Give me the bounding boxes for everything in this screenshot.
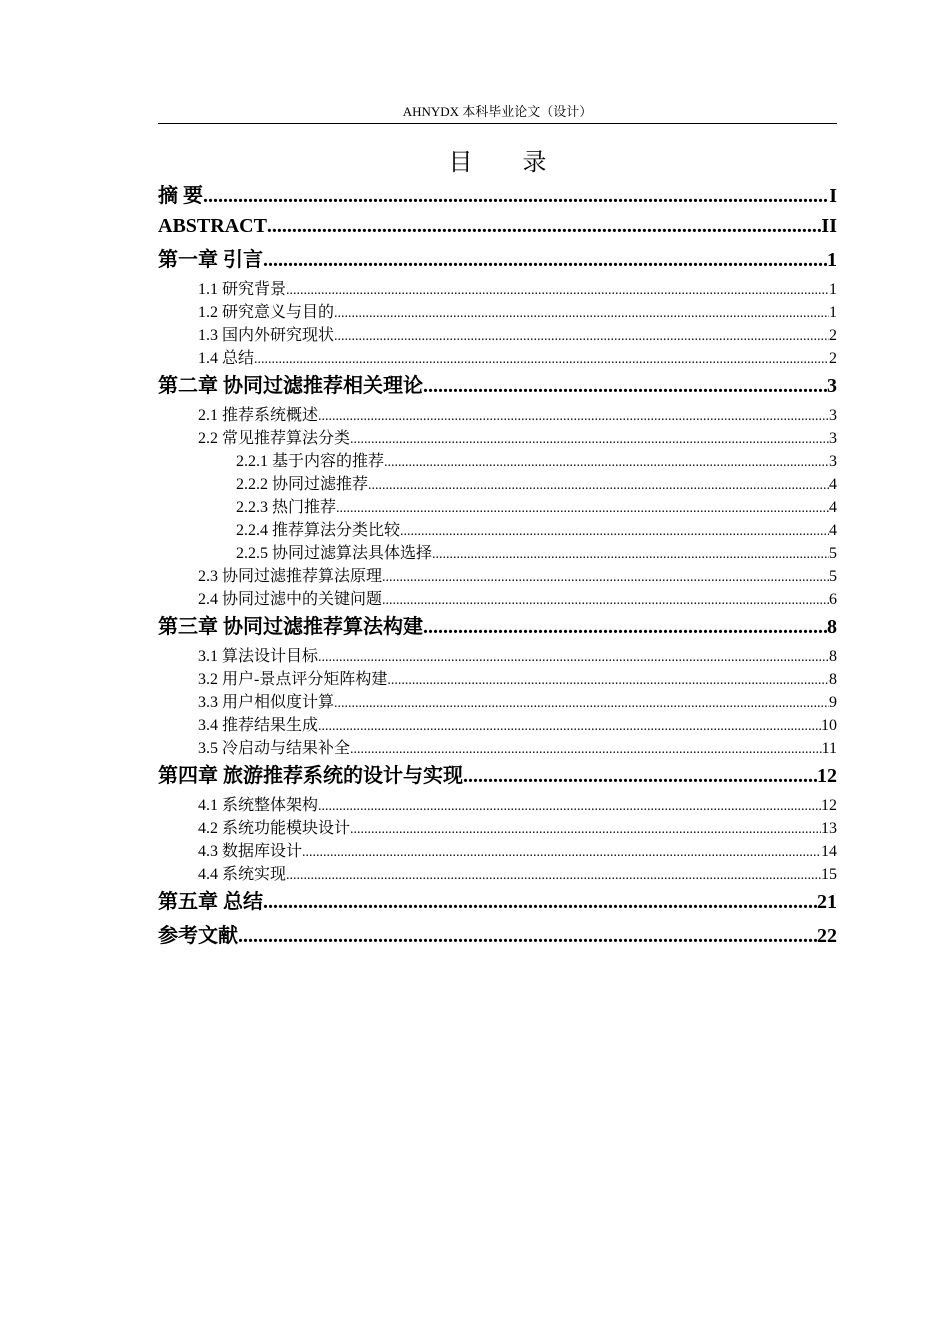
toc-entry-label: 1.4 总结	[198, 350, 255, 367]
toc-entry-page: 4	[829, 499, 837, 516]
toc-entry-page: 3	[827, 375, 837, 397]
toc-entry-label: 4.2 系统功能模块设计	[198, 820, 351, 837]
toc-dot-leader	[263, 889, 817, 915]
toc-entry-label: 3.5 冷启动与结果补全	[198, 740, 351, 757]
toc-entry-page: 1	[827, 249, 837, 271]
toc-entry-page: 8	[829, 671, 837, 688]
toc-entry[interactable]	[158, 818, 837, 841]
toc-entry-page: 11	[821, 740, 837, 757]
toc-entry-page: I	[829, 185, 837, 207]
toc-entry-page: 14	[821, 843, 837, 860]
toc-entry-label: 3.3 用户相似度计算	[198, 694, 335, 711]
toc-title: 目 录	[448, 150, 569, 176]
toc-dot-leader	[463, 763, 817, 789]
toc-dot-leader	[382, 567, 829, 588]
toc-entry-label: 3.2 用户-景点评分矩阵构建	[198, 671, 388, 688]
toc-dot-leader	[203, 183, 829, 209]
toc-entry-page: 8	[827, 616, 837, 638]
toc-entry-page: 12	[821, 797, 837, 814]
toc-entry-label: 第四章 旅游推荐系统的设计与实现	[158, 765, 463, 787]
toc-dot-leader	[238, 923, 817, 949]
toc-entry[interactable]	[158, 543, 837, 566]
toc-entry[interactable]	[158, 302, 837, 325]
toc-dot-leader	[302, 842, 821, 863]
toc-dot-leader	[400, 521, 829, 542]
toc-dot-leader	[286, 280, 829, 301]
toc-entry-page: 12	[817, 765, 837, 787]
toc-entry-page: 6	[829, 591, 837, 608]
toc-entry[interactable]	[158, 841, 837, 864]
toc-entry[interactable]	[158, 474, 837, 497]
toc-dot-leader	[254, 349, 829, 370]
toc-entry[interactable]	[158, 669, 837, 692]
toc-entry-label: 1.3 国内外研究现状	[198, 327, 335, 344]
toc-entry-page: 3	[829, 407, 837, 424]
toc-entry-label: 第三章 协同过滤推荐算法构建	[158, 616, 423, 638]
toc-entry-label: 2.2.3 热门推荐	[236, 499, 337, 516]
toc-entry-label: 1.1 研究背景	[198, 281, 287, 298]
toc-entry-page: 21	[817, 891, 837, 913]
toc-dot-leader	[350, 819, 821, 840]
toc-entry-page: 2	[829, 327, 837, 344]
toc-entry[interactable]	[158, 795, 837, 818]
toc-entry-label: 4.4 系统实现	[198, 866, 287, 883]
toc-entry[interactable]	[158, 761, 837, 795]
toc-dot-leader	[368, 475, 829, 496]
toc-dot-leader	[384, 452, 829, 473]
toc-entry[interactable]	[158, 566, 837, 589]
toc-dot-leader	[350, 429, 829, 450]
toc-entry[interactable]	[158, 451, 837, 474]
toc-entry[interactable]	[158, 211, 837, 245]
toc-dot-leader	[334, 326, 829, 347]
toc-entry-label: 摘 要	[158, 185, 203, 207]
toc-entry-label: 4.3 数据库设计	[198, 843, 303, 860]
toc-entry[interactable]	[158, 405, 837, 428]
toc-entry-label: 3.4 推荐结果生成	[198, 717, 319, 734]
toc-dot-leader	[432, 544, 829, 565]
toc-entry[interactable]	[158, 715, 837, 738]
toc-entry-label: 2.2.1 基于内容的推荐	[236, 453, 385, 470]
toc-entry-label: 2.2 常见推荐算法分类	[198, 430, 351, 447]
header-rule	[158, 123, 837, 124]
toc-entry-page: 4	[829, 522, 837, 539]
toc-dot-leader	[318, 647, 829, 668]
toc-dot-leader	[263, 247, 827, 273]
toc-entry[interactable]	[158, 921, 837, 955]
toc-entry[interactable]	[158, 589, 837, 612]
toc-entry-page: 1	[829, 304, 837, 321]
toc-dot-leader	[334, 303, 829, 324]
toc-entry-page: 5	[829, 545, 837, 562]
toc-entry-page: 13	[821, 820, 837, 837]
toc-entry[interactable]	[158, 497, 837, 520]
toc-entry[interactable]	[158, 612, 837, 646]
toc-dot-leader	[387, 670, 829, 691]
toc-entry[interactable]	[158, 428, 837, 451]
toc-dot-leader	[350, 739, 822, 760]
toc-entry-page: 2	[829, 350, 837, 367]
toc-entry-page: 5	[829, 568, 837, 585]
toc-entry-label: 第五章 总结	[158, 891, 263, 913]
toc-entry-page: 3	[829, 453, 837, 470]
toc-entry-label: 2.4 协同过滤中的关键问题	[198, 591, 383, 608]
toc-entry-page: 3	[829, 430, 837, 447]
toc-dot-leader	[318, 716, 821, 737]
toc-dot-leader	[334, 693, 829, 714]
toc-dot-leader	[286, 865, 821, 886]
toc-entry[interactable]	[158, 864, 837, 887]
toc-entry[interactable]	[158, 181, 837, 211]
toc-entry-page: 15	[821, 866, 837, 883]
toc-entry-page: 8	[829, 648, 837, 665]
toc-entry[interactable]	[158, 279, 837, 302]
toc-entry-page: 9	[829, 694, 837, 711]
toc-entry[interactable]	[158, 371, 837, 405]
toc-dot-leader	[423, 373, 827, 399]
toc-entry[interactable]	[158, 646, 837, 669]
toc-entry-label: 2.2.2 协同过滤推荐	[236, 476, 369, 493]
toc-dot-leader	[336, 498, 829, 519]
toc-entry-label: 第一章 引言	[158, 249, 263, 271]
toc-entry-label: 2.1 推荐系统概述	[198, 407, 319, 424]
toc-entry-label: ABSTRACT	[158, 215, 267, 237]
toc-entry[interactable]	[158, 887, 837, 921]
toc-entry[interactable]	[158, 738, 837, 761]
toc-entry-label: 2.2.4 推荐算法分类比较	[236, 522, 401, 539]
toc-entry[interactable]	[158, 245, 837, 279]
table-of-contents	[158, 181, 837, 955]
toc-entry[interactable]	[158, 692, 837, 715]
toc-dot-leader	[318, 406, 829, 427]
toc-dot-leader	[423, 614, 827, 640]
toc-dot-leader	[318, 796, 821, 817]
toc-entry[interactable]	[158, 348, 837, 371]
toc-entry[interactable]	[158, 520, 837, 543]
toc-entry-label: 2.3 协同过滤推荐算法原理	[198, 568, 383, 585]
toc-entry-page: II	[821, 215, 837, 237]
toc-entry[interactable]	[158, 325, 837, 348]
toc-entry-page: 4	[829, 476, 837, 493]
toc-entry-label: 2.2.5 协同过滤算法具体选择	[236, 545, 433, 562]
page-header: AHNYDX 本科毕业论文（设计）	[402, 104, 593, 119]
toc-dot-leader	[382, 590, 829, 611]
toc-entry-label: 第二章 协同过滤推荐相关理论	[158, 375, 423, 397]
toc-entry-label: 参考文献	[158, 925, 238, 947]
toc-entry-label: 1.2 研究意义与目的	[198, 304, 335, 321]
toc-dot-leader	[267, 213, 822, 239]
toc-entry-page: 10	[821, 717, 837, 734]
toc-entry-label: 4.1 系统整体架构	[198, 797, 319, 814]
toc-entry-page: 22	[817, 925, 837, 947]
toc-entry-label: 3.1 算法设计目标	[198, 648, 319, 665]
toc-entry-page: 1	[829, 281, 837, 298]
